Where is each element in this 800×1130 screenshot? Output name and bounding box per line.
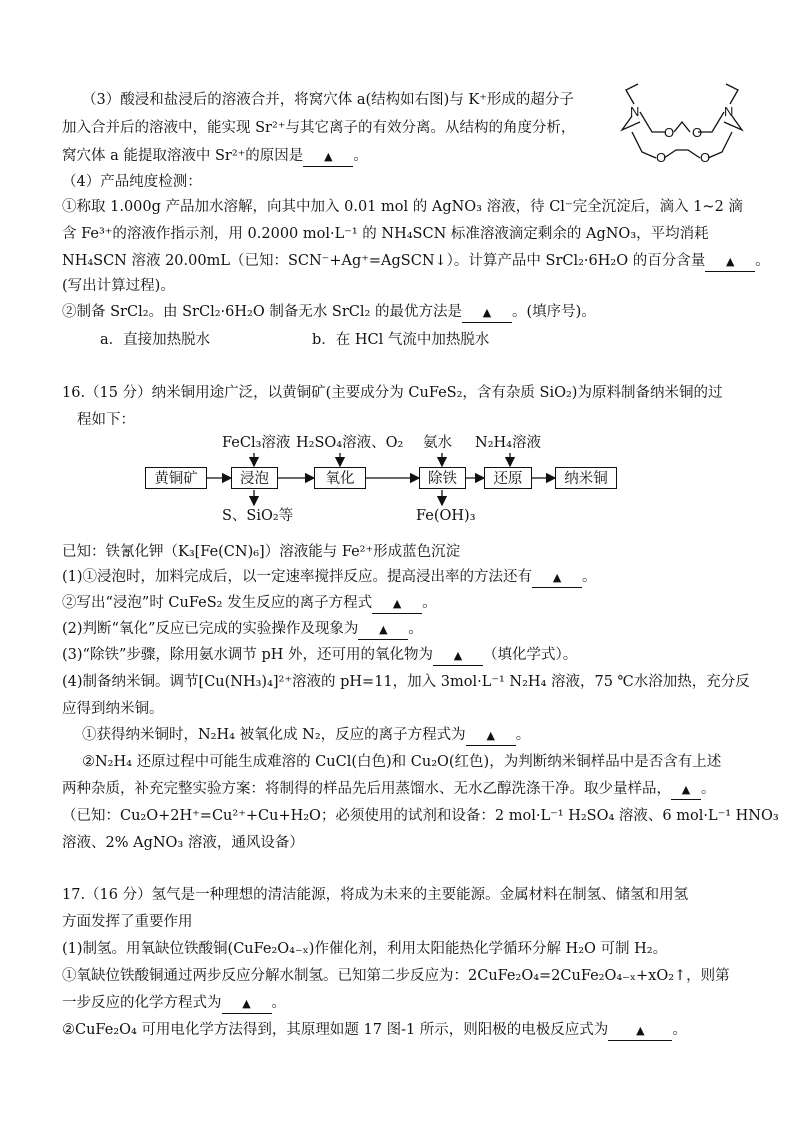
q16-q3: (3)“除铁”步骤，除用氨水调节 pH 外，还可用的氧化物为 ▲ （填化学式）。 (62, 645, 577, 665)
option-b: b．在 HCl 气流中加热脱水 (312, 332, 490, 348)
answer-blank[interactable] (671, 780, 701, 800)
q16-q4-line1: (4)制备纳米铜。调节[Cu(NH₃)₄]²⁺溶液的 pH=11，加入 3mol·L⁻¹ N₂H₄ 溶液，75 ℃水浴加热，充分反 (62, 674, 750, 690)
flow-box-reduction: 还原 (484, 467, 532, 489)
q16-known: 已知：铁氰化钾（K₃[Fe(CN)₆]）溶液能与 Fe²⁺形成蓝色沉淀 (62, 544, 461, 560)
triangle-icon: ▲ (552, 571, 562, 584)
q15-p3-line2: 加入合并后的溶液中，能实现 Sr²⁺与其它离子的有效分离。从结构的角度分析， (62, 120, 576, 136)
q17-intro-line1: 17.（16 分）氢气是一种理想的清洁能源，将成为未来的主要能源。金属材料在制氢、储氢和用氢 (62, 887, 689, 903)
triangle-icon: ▲ (392, 597, 402, 610)
q17-intro-line2: 方面发挥了重要作用 (62, 914, 193, 930)
q16-q1a: (1)①浸泡时，加料完成后，以一定速率搅拌反应。提高浸出率的方法还有 ▲ 。 (62, 567, 597, 587)
triangle-icon: ▲ (636, 1024, 645, 1037)
triangle-icon: ▲ (725, 255, 735, 268)
flow-box-oxidation: 氧化 (314, 467, 366, 489)
output-feoh3: Fe(OH)₃ (416, 508, 476, 524)
input-fecl3: FeCl₃溶液 (222, 435, 291, 451)
oxygen-atom: O (692, 125, 703, 140)
q17-q1: (1)制氢。用氧缺位铁酸铜(CuFe₂O₄₋ₓ)作催化剂，利用太阳能热化学循环分解 H₂O 可制 H₂。 (62, 941, 668, 957)
q17-q1a-line2: 一步反应的化学方程式为 ▲ 。 (62, 993, 286, 1013)
triangle-icon: ▲ (486, 729, 495, 742)
q16-q4-line2: 应得到纳米铜。 (62, 701, 164, 717)
triangle-icon: ▲ (482, 306, 492, 319)
q15-p4-title: （4）产品纯度检测： (62, 174, 202, 190)
input-ammonia: 氨水 (423, 435, 452, 451)
answer-blank[interactable] (358, 620, 408, 640)
flow-box-nano-copper: 纳米铜 (555, 467, 617, 489)
q15-p3-line3: 窝穴体 a 能提取溶液中 Sr²⁺的原因是 ▲ 。 (62, 146, 368, 166)
triangle-icon: ▲ (453, 649, 463, 662)
q17-q1b: ②CuFe₂O₄ 可用电化学方法得到，其原理如题 17 图-1 所示，则阳极的电极反应式为 ▲ 。 (62, 1020, 687, 1040)
q16-q4b-line2: 两种杂质，补充完整实验方案：将制得的样品先后用蒸馏水、无水乙醇洗涤干净。取少量样品， ▲ 。 (62, 779, 716, 799)
input-h2so4-o2: H₂SO₄溶液、O₂ (296, 435, 404, 451)
flow-box-iron-removal: 除铁 (419, 467, 466, 489)
option-a: a．直接加热脱水 (100, 332, 211, 348)
q16-q2: (2)判断“氧化”反应已完成的实验操作及现象为 ▲ 。 (62, 619, 423, 639)
q16-q1b: ②写出“浸泡”时 CuFeS₂ 发生反应的离子方程式 ▲ 。 (62, 593, 437, 613)
input-n2h4: N₂H₄溶液 (475, 435, 541, 451)
answer-blank[interactable] (466, 726, 516, 746)
q15-p3-line1: （3）酸浸和盐浸后的溶液合并，将窝穴体 a(结构如右图)与 K⁺形成的超分子 (82, 92, 574, 108)
q15-p4-q1-line3: NH₄SCN 溶液 20.00mL（已知：SCN⁻+Ag⁺=AgSCN↓）。计算产品中 SrCl₂·6H₂O 的百分含量 ▲ 。 (62, 251, 770, 271)
answer-blank[interactable] (372, 594, 422, 614)
q17-q1a-line1: ①氧缺位铁酸铜通过两步反应分解水制氢。已知第二步反应为：2CuFe₂O₄=2CuFe₂O₄₋ₓ+xO₂↑，则第 (62, 968, 730, 984)
q16-q4b-line1: ②N₂H₄ 还原过程中可能生成难溶的 CuCl(白色)和 Cu₂O(红色)，为判断纳米铜样品中是否含有上述 (82, 754, 722, 770)
answer-blank[interactable] (433, 646, 483, 666)
flow-box-leaching: 浸泡 (231, 467, 278, 489)
answer-blank[interactable] (608, 1021, 672, 1041)
nitrogen-atom-right: N (724, 104, 734, 119)
oxygen-atom: O (656, 150, 667, 165)
q15-p4-q1-line2: 含 Fe³⁺的溶液作指示剂，用 0.2000 mol·L⁻¹ 的 NH₄SCN 标准溶液滴定剩余的 AgNO₃，平均消耗 (62, 226, 709, 242)
q16-q4b-line4: 溶液、2% AgNO₃ 溶液，通风设备） (62, 835, 304, 851)
q15-p4-q2-line1: ②制备 SrCl₂。由 SrCl₂·6H₂O 制备无水 SrCl₂ 的最优方法是 ▲ 。(填序号)。 (62, 302, 596, 322)
output-s-sio2: S、SiO₂等 (222, 508, 294, 524)
q15-p4-q1-line4: (写出计算过程)。 (62, 278, 175, 294)
answer-blank[interactable] (532, 568, 582, 588)
triangle-icon: ▲ (242, 997, 251, 1010)
q15-p4-q1-line1: ①称取 1.000g 产品加水溶解，向其中加入 0.01 mol 的 AgNO₃ 溶液，待 Cl⁻完全沉淀后，滴入 1~2 滴 (62, 199, 743, 215)
triangle-icon: ▲ (681, 783, 691, 796)
triangle-icon: ▲ (324, 150, 333, 163)
oxygen-atom: O (664, 125, 675, 140)
triangle-icon: ▲ (379, 623, 388, 636)
oxygen-atom: O (700, 150, 711, 165)
answer-blank[interactable] (222, 994, 272, 1014)
flow-box-chalcopyrite: 黄铜矿 (145, 467, 207, 489)
q16-intro-line2: 程如下： (77, 412, 135, 428)
nitrogen-atom-left: N (630, 104, 640, 119)
q16-intro-line1: 16.（15 分）纳米铜用途广泛，以黄铜矿(主要成分为 CuFeS₂，含有杂质 SiO₂)为原料制备纳米铜的过 (62, 385, 723, 401)
q16-q4a: ①获得纳米铜时，N₂H₄ 被氧化成 N₂，反应的离子方程式为 ▲ 。 (82, 725, 530, 745)
q16-q4b-line3: （已知：Cu₂O+2H⁺=Cu²⁺+Cu+H₂O；必须使用的试剂和设备：2 mol·L⁻¹ H₂SO₄ 溶液、6 mol·L⁻¹ HNO₃ (62, 808, 779, 824)
